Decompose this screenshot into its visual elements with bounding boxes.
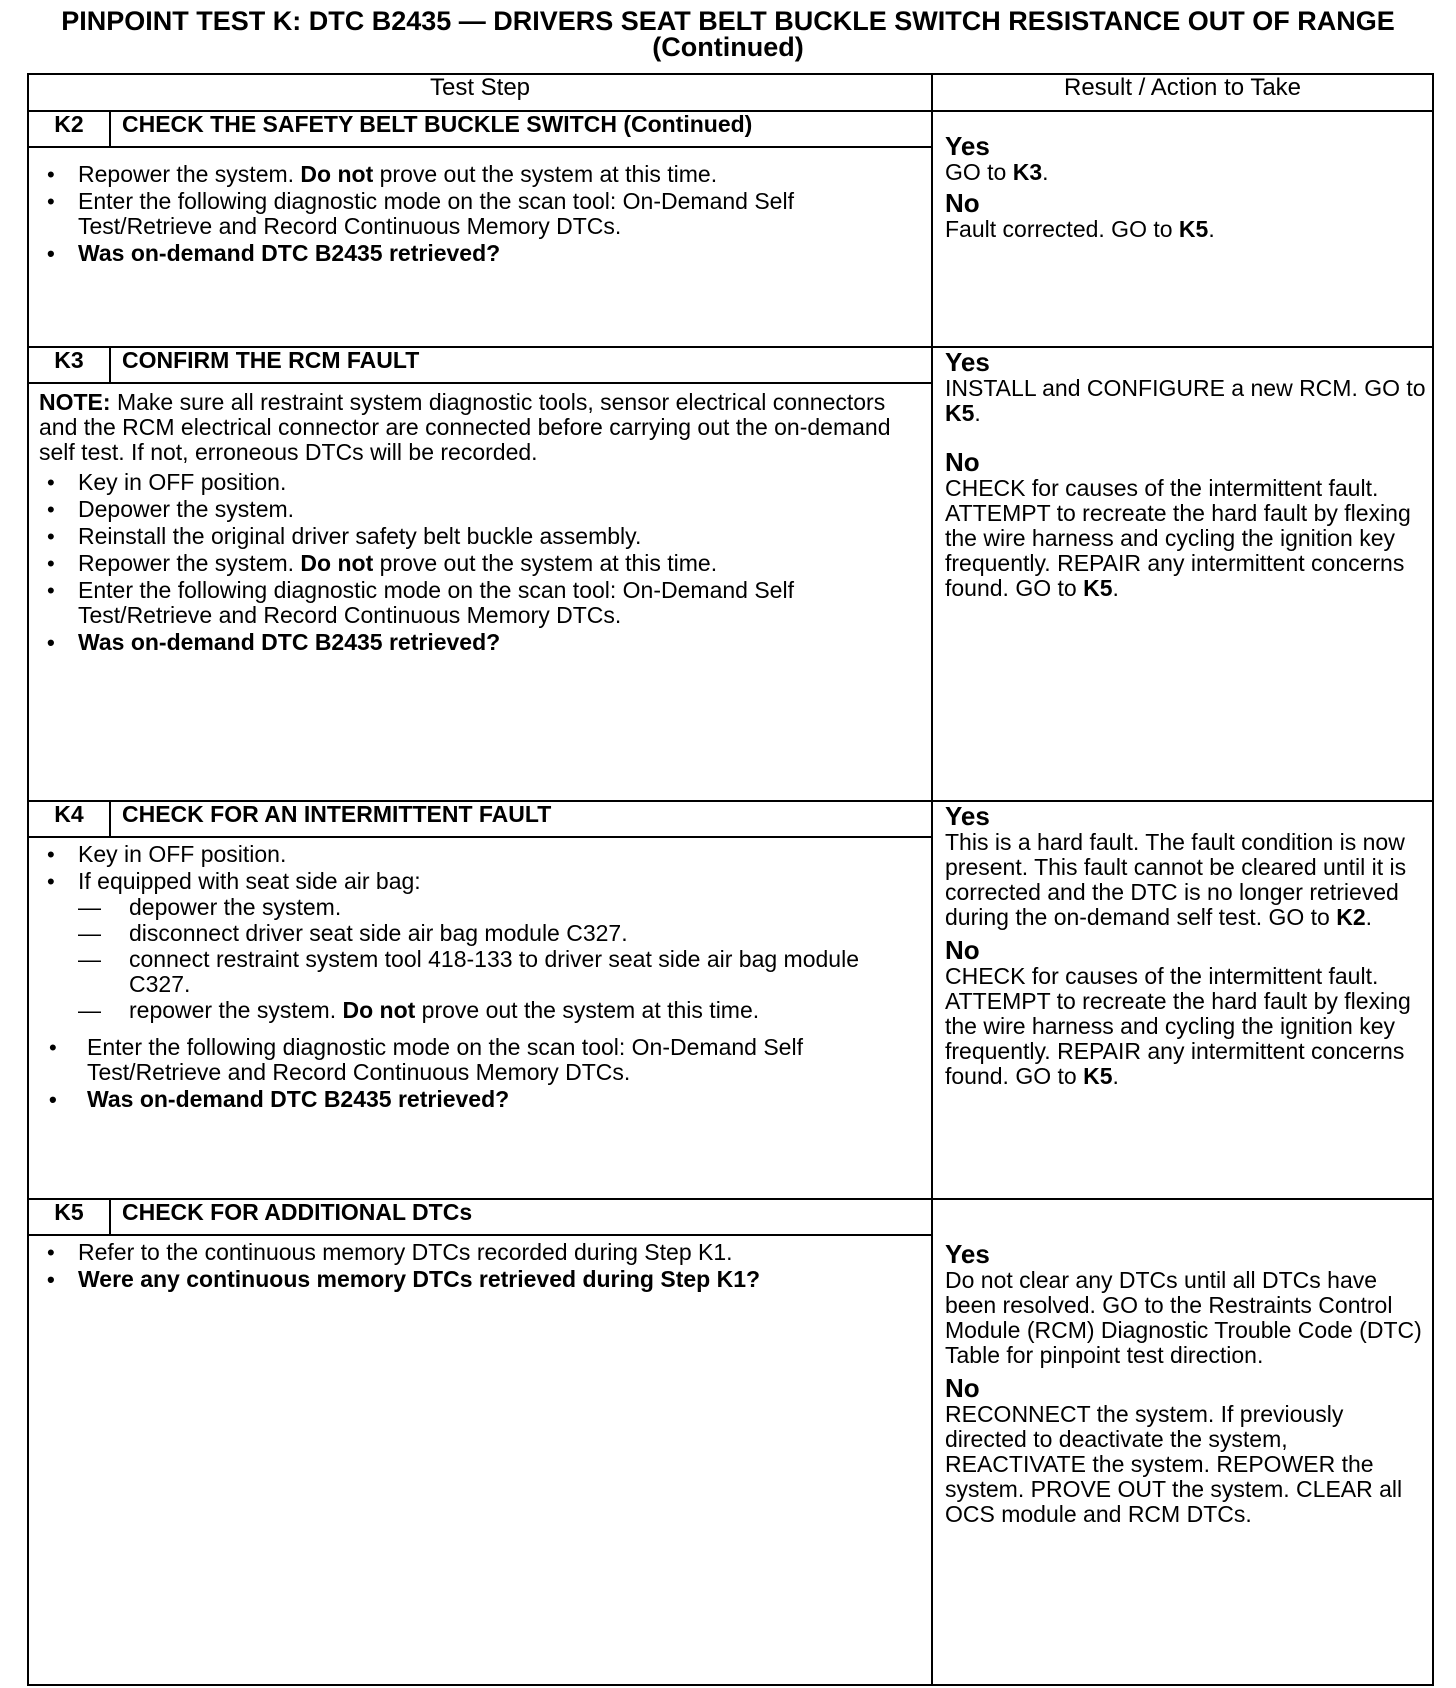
bullet-list (39, 162, 911, 266)
step-id: K5 (28, 1199, 110, 1235)
header-result: Result / Action to Take (932, 74, 1433, 111)
step-k2-result (932, 111, 1433, 347)
step-k4-title-row (28, 801, 1433, 837)
list-item: • Refer to the continuous memory DTCs recorded during Step K1. (39, 1240, 911, 1265)
table-header-row (28, 74, 1433, 111)
step-k5-result (932, 1199, 1433, 1685)
step-k4-result (932, 801, 1433, 1199)
step-title: CHECK THE SAFETY BELT BUCKLE SWITCH (Continued) (110, 111, 932, 147)
step-title: CHECK FOR ADDITIONAL DTCs (110, 1199, 932, 1235)
step-k4-content (28, 837, 932, 1199)
step-title: CHECK FOR AN INTERMITTENT FAULT (110, 801, 932, 837)
step-title: CONFIRM THE RCM FAULT (110, 347, 932, 383)
no-action: CHECK for causes of the intermittent fault. ATTEMPT to recreate the hard fault by flexing the wire harness and cycling the ignition key frequently. REPAIR any intermittent concerns found. GO to K5. (945, 963, 1411, 1089)
list-item: • Key in OFF position. (39, 842, 911, 867)
yes-label: Yes (945, 801, 990, 831)
list-item: • Depower the system. (39, 497, 911, 522)
step-k3-title-row (28, 347, 1433, 383)
list-item: • Repower the system. Do not prove out the system at this time. (39, 551, 911, 576)
list-item: • Repower the system. Do not prove out the system at this time. (39, 162, 911, 187)
no-label: No (945, 447, 980, 477)
step-k2-title-row (28, 111, 1433, 147)
note: NOTE: Make sure all restraint system diagnostic tools, sensor electrical connectors and the RCM electrical connector are connected before carrying out the on-demand self test. If not, erroneous DTCs will be recorded. (39, 389, 891, 465)
list-item: — depower the system. (78, 895, 911, 920)
yes-action: This is a hard fault. The fault condition is now present. This fault cannot be cleared until it is corrected and the DTC is no longer retrieved during the on-demand self test. GO to K2. (945, 829, 1407, 930)
list-item: • Was on-demand DTC B2435 retrieved? (39, 241, 911, 266)
list-item: • Was on-demand DTC B2435 retrieved? (39, 1087, 911, 1112)
list-item: — connect restraint system tool 418-133 to driver seat side air bag module C327. (78, 947, 911, 997)
page-title: PINPOINT TEST K: DTC B2435 — DRIVERS SEAT BELT BUCKLE SWITCH RESISTANCE OUT OF RANGE (Continued) (61, 6, 1395, 62)
list-item: — repower the system. Do not prove out the system at this time. (78, 998, 911, 1023)
step-k2-content (28, 147, 932, 347)
yes-label: Yes (945, 1239, 990, 1269)
no-label: No (945, 1373, 980, 1403)
list-item: • Enter the following diagnostic mode on the scan tool: On-Demand Self Test/Retrieve and Record Continuous Memory DTCs. (39, 578, 911, 628)
step-k3-content (28, 383, 932, 801)
list-item: — disconnect driver seat side air bag module C327. (78, 921, 911, 946)
bullet-list (39, 1240, 911, 1292)
no-action: CHECK for causes of the intermittent fault. ATTEMPT to recreate the hard fault by flexing the wire harness and cycling the ignition key frequently. REPAIR any intermittent concerns found. GO to K5. (945, 475, 1411, 601)
yes-action: GO to K3. (945, 159, 1049, 185)
yes-action: Do not clear any DTCs until all DTCs have been resolved. GO to the Restraints Control Module (RCM) Diagnostic Trouble Code (DTC) Table for pinpoint test direction. (945, 1267, 1422, 1368)
step-id: K3 (28, 347, 110, 383)
bullet-list (39, 470, 911, 655)
no-action: RECONNECT the system. If previously directed to deactivate the system, REACTIVATE the system. REPOWER the system. PROVE OUT the system. CLEAR all OCS module and RCM DTCs. (945, 1401, 1403, 1527)
header-test-step: Test Step (28, 74, 932, 111)
step-k5-content (28, 1235, 932, 1685)
list-item: • Were any continuous memory DTCs retrieved during Step K1? (39, 1267, 911, 1292)
yes-action: INSTALL and CONFIGURE a new RCM. GO to K5. (945, 375, 1426, 426)
yes-label: Yes (945, 347, 990, 377)
step-id: K2 (28, 111, 110, 147)
yes-label: Yes (945, 131, 990, 161)
list-item: • If equipped with seat side air bag: — depower the system. — disconnect driver seat side air bag module C327. — connect restraint system tool 418-133 to driver seat side air bag module C327. — repower the system. Do not prove out the system at this time. (39, 869, 911, 1023)
bullet-list (39, 1035, 911, 1112)
no-action: Fault corrected. GO to K5. (945, 216, 1215, 242)
list-item: • Enter the following diagnostic mode on the scan tool: On-Demand Self Test/Retrieve and Record Continuous Memory DTCs. (39, 1035, 911, 1085)
bullet-list (39, 842, 911, 1023)
list-item: • Enter the following diagnostic mode on the scan tool: On-Demand Self Test/Retrieve and Record Continuous Memory DTCs. (39, 189, 911, 239)
step-id: K4 (28, 801, 110, 837)
list-item: • Key in OFF position. (39, 470, 911, 495)
dash-list (78, 895, 911, 1023)
step-k3-result (932, 347, 1433, 801)
pinpoint-test-table (27, 73, 1434, 1686)
step-k5-title-row (28, 1199, 1433, 1235)
no-label: No (945, 935, 980, 965)
list-item: • Was on-demand DTC B2435 retrieved? (39, 630, 911, 655)
list-item: • Reinstall the original driver safety belt buckle assembly. (39, 524, 911, 549)
no-label: No (945, 188, 980, 218)
